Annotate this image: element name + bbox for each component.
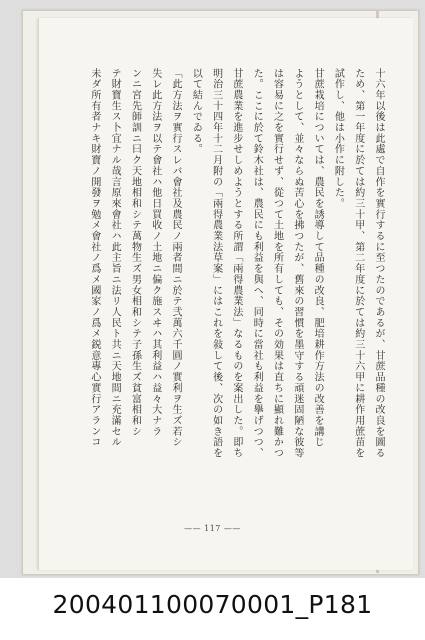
text-column-15: 未ダ所有者ナキ財寶ノ開發ヲ勉メ會社ノ爲メ國家ノ爲メ鋭意專心實行アランコ [88, 68, 100, 448]
text-column-11: 「此方法ヲ實行スレバ會社及農民ノ兩者間ニ於テ弐萬六千圓ノ實利ヲ生ズ若シ [170, 68, 182, 448]
text-column-1: 十六年以後は此處で自作を實行するに至つたのであるが、甘蔗品種の改良を圖る [373, 68, 384, 459]
page-number: —— 117 —— [184, 524, 241, 533]
text-column-8: 甘蔗農業を進步せしめようとする所謂「兩得農業法」なるものを案出した。即ち [230, 68, 242, 459]
text-column-12: 失レ此方法ヲ以テ會社ハ他日買收ノ土地ニ偏ク施スヰハ其利益ハ益々大ナラ [149, 68, 161, 437]
text-column-5: ようとして、並々ならぬ苦心を拂つたが、舊來の習慣を墨守する頑迷固陋な彼等 [291, 68, 303, 459]
text-column-13: ンニ宮先師訓ニ曰ク天地相和シテ萬物生ズ男女相和シテ子孫生ズ貧富相和シ [129, 68, 141, 437]
text-column-6: は容易に之を實行せず、從つて土地を所有しても、その効果は直ちに顯れ難かつ [271, 68, 283, 459]
text-column-3: 試作し、他は小作に附した。 [332, 68, 344, 210]
image-caption: 200401100070001_P181 [52, 590, 373, 619]
text-column-7: た。ここに於て鈴木社は、農民にも利益を與へ、同時に當社も利益を擧げつつ、 [251, 68, 263, 459]
text-column-9: 明治三十四年十二月附の「兩得農業法草案」にはこれを敍して後、次の如き語を [210, 68, 222, 459]
text-column-2: ため、第一年度に於ては約三十甲、第二年度に於ては約三十六甲に耕作用蔗苗を [352, 68, 364, 459]
text-column-4: 甘蔗栽培については、農民を誘導して品種の改良、肥培耕作方法の改善を講じ [312, 68, 324, 448]
text-column-10: 以て結んでゐる。 [190, 68, 202, 155]
vertical-text-block [52, 68, 388, 508]
text-column-14: テ財寶生ス卜宜ナル哉言原來會社ハ此主旨ニ法リ人民ト共ニ天地間ニ充滿セル [109, 68, 121, 448]
